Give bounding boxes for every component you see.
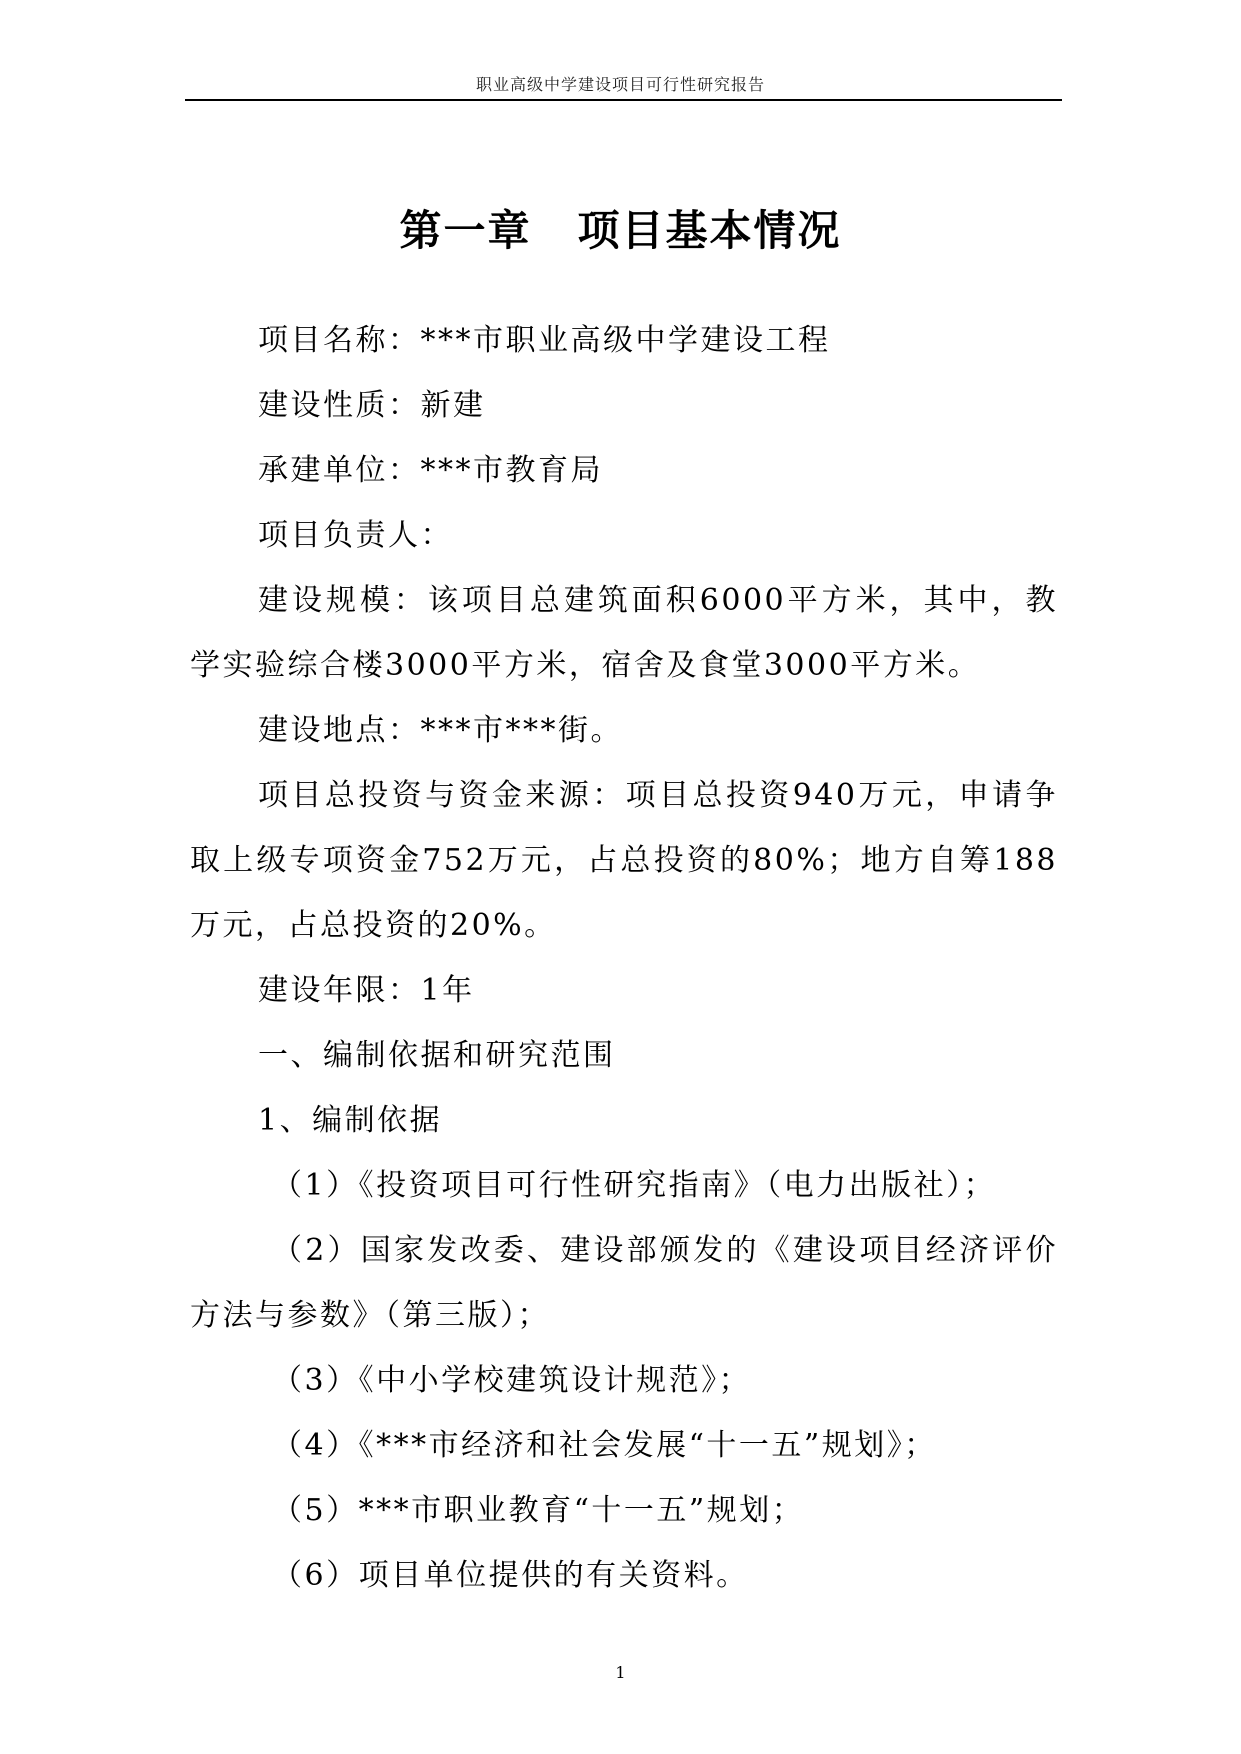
reference-item-4: （4）《***市经济和社会发展“十一五”规划》； bbox=[272, 1428, 937, 1463]
paragraph-construction-site: 建设地点：***市***街。 bbox=[258, 713, 623, 748]
page-number: 1 bbox=[615, 1663, 626, 1682]
running-header: 职业高级中学建设项目可行性研究报告 bbox=[475, 75, 765, 94]
header-divider bbox=[185, 99, 1062, 101]
reference-item-6: （6）项目单位提供的有关资料。 bbox=[272, 1558, 749, 1593]
reference-item-2: （2）国家发改委、建设部颁发的《建设项目经济评价方法与参数》（第三版）； bbox=[190, 1233, 1058, 1333]
paragraph-project-name: 项目名称：***市职业高级中学建设工程 bbox=[258, 323, 831, 358]
chapter-number: 第一章 bbox=[399, 206, 532, 255]
paragraph-construction-period: 建设年限：1年 bbox=[258, 973, 475, 1008]
document-body bbox=[190, 308, 1058, 1608]
reference-item-5: （5）***市职业教育“十一五”规划； bbox=[272, 1493, 805, 1528]
reference-item-3: （3）《中小学校建筑设计规范》； bbox=[272, 1363, 752, 1398]
paragraph-contractor: 承建单位：***市教育局 bbox=[258, 453, 603, 488]
chapter-heading bbox=[0, 203, 1241, 259]
chapter-title: 项目基本情况 bbox=[577, 206, 842, 255]
reference-item-1: （1）《投资项目可行性研究指南》（电力出版社）； bbox=[272, 1168, 997, 1203]
paragraph-project-leader: 项目负责人： bbox=[258, 518, 453, 553]
paragraph-investment: 项目总投资与资金来源：项目总投资940万元，申请争取上级专项资金752万元，占总投资的80%；地方自筹188万元，占总投资的20%。 bbox=[190, 778, 1058, 943]
section-heading-basis-scope: 一、编制依据和研究范围 bbox=[258, 1038, 616, 1073]
subsection-heading-basis: 1、编制依据 bbox=[258, 1103, 443, 1138]
paragraph-construction-nature: 建设性质：新建 bbox=[258, 388, 486, 423]
paragraph-construction-scale: 建设规模：该项目总建筑面积6000平方米，其中，教学实验综合楼3000平方米，宿舍及食堂3000平方米。 bbox=[190, 583, 1058, 683]
